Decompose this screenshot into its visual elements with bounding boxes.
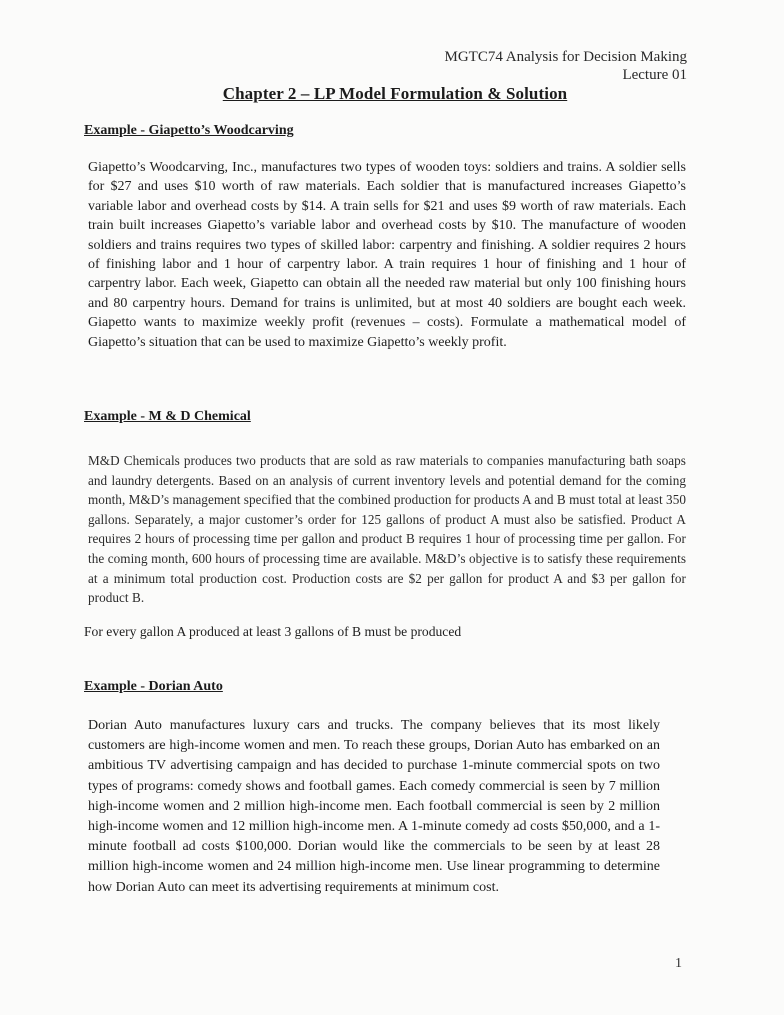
section-body-dorian-auto: Dorian Auto manufactures luxury cars and trucks. The company believes that its most likely customers are high-income women and men. To reach these groups, Dorian Auto has embarked on an ambitious TV advertising campaign and has decided to purchase 1-minute commercial spots on two types of programs: comedy shows and football games. Each comedy commercial is seen by 7 million high-income women and 2 million high-income men. Each football commercial is seen by 2 million high-income women and 12 million high-income men. A 1-minute comedy ad costs $50,000, and a 1-minute football ad costs $100,000. Dorian would like the commercials to be seen by at least 28 million high-income women and 24 million high-income men. Use linear programming to determine how Dorian Auto can meet its advertising requirements at minimum cost. (88, 718, 660, 895)
section-heading-md-chemical: Example - M & D Chemical (84, 409, 251, 424)
chapter-title: Chapter 2 – LP Model Formulation & Solution (222, 84, 568, 103)
page-number: 1 (675, 956, 682, 971)
section-heading-dorian-auto: Example - Dorian Auto (84, 679, 223, 694)
course-name: MGTC74 Analysis for Decision Making (444, 49, 687, 65)
section-heading-giapetto: Example - Giapetto’s Woodcarving (84, 123, 294, 138)
page-header (445, 48, 687, 84)
added-constraint-note: For every gallon A produced at least 3 gallons of B must be produced (84, 624, 462, 639)
lecture-label: Lecture 01 (622, 67, 687, 83)
section-body-md-chemical: M&D Chemicals produces two products that are sold as raw materials to companies manufacturing bath soaps and laundry detergents. Based on an analysis of current inventory levels and potential demand for the coming month, M&D’s management specified that the combined production for products A and B must total at least 350 gallons. Separately, a major customer’s order for 125 gallons of product A must also be satisfied. Product A requires 2 hours of processing time per gallon and product B requires 1 hour of processing time per gallon. For the coming month, 600 hours of processing time are available. M&D’s objective is to satisfy these requirements at a minimum total production cost. Production costs are $2 per gallon for product A and $3 per gallon for product B. (88, 453, 686, 606)
section-body-giapetto: Giapetto’s Woodcarving, Inc., manufactures two types of wooden toys: soldiers and trains. A soldier sells for $27 and uses $10 worth of raw materials. Each soldier that is manufactured increases Giapetto’s variable labor and overhead costs by $14. A train sells for $21 and uses $9 worth of raw materials. Each train built increases Giapetto’s variable labor and overhead costs by $10. The manufacture of wooden soldiers and trains requires two types of skilled labor: carpentry and finishing. A soldier requires 2 hours of finishing labor and 1 hour of carpentry labor. A train requires 1 hour of finishing and 1 hour of carpentry labor. Each week, Giapetto can obtain all the needed raw material but only 100 finishing hours and 80 carpentry hours. Demand for trains is unlimited, but at most 40 soldiers are bought each week. Giapetto wants to maximize weekly profit (revenues – costs). Formulate a mathematical model of Giapetto’s situation that can be used to maximize Giapetto’s weekly profit. (88, 160, 686, 350)
